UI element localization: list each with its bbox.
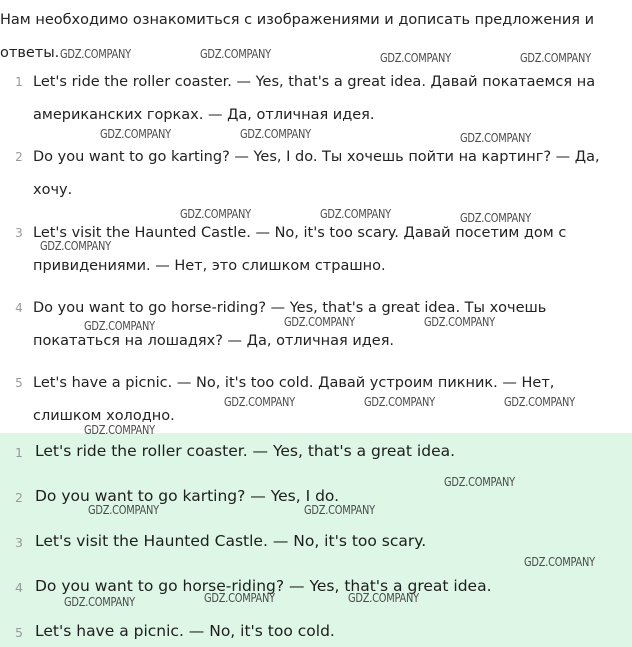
answer-number: 2 xyxy=(15,490,23,505)
watermark: GDZ.COMPANY xyxy=(504,395,575,409)
watermark: GDZ.COMPANY xyxy=(304,503,375,517)
list-item xyxy=(14,141,619,207)
item-number: 2 xyxy=(15,150,23,164)
watermark: GDZ.COMPANY xyxy=(524,555,595,569)
watermark: GDZ.COMPANY xyxy=(40,239,111,253)
watermark: GDZ.COMPANY xyxy=(380,51,451,65)
watermark: GDZ.COMPANY xyxy=(180,207,251,221)
answer-text: Do you want to go horse-riding? — Yes, that's a great idea. xyxy=(35,577,492,595)
answer-number: 5 xyxy=(15,625,23,640)
watermark: GDZ.COMPANY xyxy=(320,207,391,221)
answer-number: 1 xyxy=(15,445,23,460)
watermark: GDZ.COMPANY xyxy=(444,475,515,489)
item-text: Do you want to go karting? — Yes, I do. Ты хочешь пойти на картинг? — Да, хочу. xyxy=(33,149,600,198)
list-item xyxy=(14,292,619,358)
answer-number: 3 xyxy=(15,535,23,550)
watermark: GDZ.COMPANY xyxy=(100,127,171,141)
watermark: GDZ.COMPANY xyxy=(204,591,275,605)
watermark: GDZ.COMPANY xyxy=(200,47,271,61)
list-item xyxy=(14,367,619,433)
answer-text: Let's have a picnic. — No, it's too cold. xyxy=(35,622,335,640)
watermark: GDZ.COMPANY xyxy=(84,423,155,437)
task-instruction: Нам необходимо ознакомиться с изображениями и дописать предложения и ответы. xyxy=(0,12,595,61)
answer-text: Do you want to go karting? — Yes, I do. xyxy=(35,487,340,505)
item-number: 5 xyxy=(15,376,23,390)
watermark: GDZ.COMPANY xyxy=(364,395,435,409)
answer-item xyxy=(14,485,619,507)
item-number: 1 xyxy=(15,75,23,89)
list-item xyxy=(14,217,619,283)
watermark: GDZ.COMPANY xyxy=(460,211,531,225)
answers-panel xyxy=(0,433,632,647)
watermark: GDZ.COMPANY xyxy=(60,47,131,61)
list-item xyxy=(14,66,619,132)
watermark: GDZ.COMPANY xyxy=(424,315,495,329)
item-text: Let's visit the Haunted Castle. — No, it's too scary. Давай посетим дом с привидениями. — Нет, это слишком страшно. xyxy=(33,225,567,274)
watermark: GDZ.COMPANY xyxy=(224,395,295,409)
answer-text: Let's visit the Haunted Castle. — No, it's too scary. xyxy=(35,532,427,550)
item-number: 4 xyxy=(15,301,23,315)
answer-item xyxy=(14,530,619,552)
watermark: GDZ.COMPANY xyxy=(284,315,355,329)
item-number: 3 xyxy=(15,226,23,240)
answer-number: 4 xyxy=(15,580,23,595)
watermark: GDZ.COMPANY xyxy=(240,127,311,141)
item-text: Let's have a picnic. — No, it's too cold. Давай устроим пикник. — Нет, слишком холодно. xyxy=(33,375,555,424)
answer-item xyxy=(14,620,619,642)
answer-text: Let's ride the roller coaster. — Yes, that's a great idea. xyxy=(35,442,456,460)
watermark: GDZ.COMPANY xyxy=(84,319,155,333)
item-text: Do you want to go horse-riding? — Yes, that's a great idea. Ты хочешь покататься на лошадях? — Да, отличная идея. xyxy=(33,300,547,349)
watermark: GDZ.COMPANY xyxy=(64,595,135,609)
watermark: GDZ.COMPANY xyxy=(520,51,591,65)
answer-item xyxy=(14,575,619,597)
item-text: Let's ride the roller coaster. — Yes, that's a great idea. Давай покатаемся на американских горках. — Да, отличная идея. xyxy=(33,74,596,123)
watermark: GDZ.COMPANY xyxy=(348,591,419,605)
watermark: GDZ.COMPANY xyxy=(460,131,531,145)
watermark: GDZ.COMPANY xyxy=(88,503,159,517)
answer-item xyxy=(14,440,619,462)
